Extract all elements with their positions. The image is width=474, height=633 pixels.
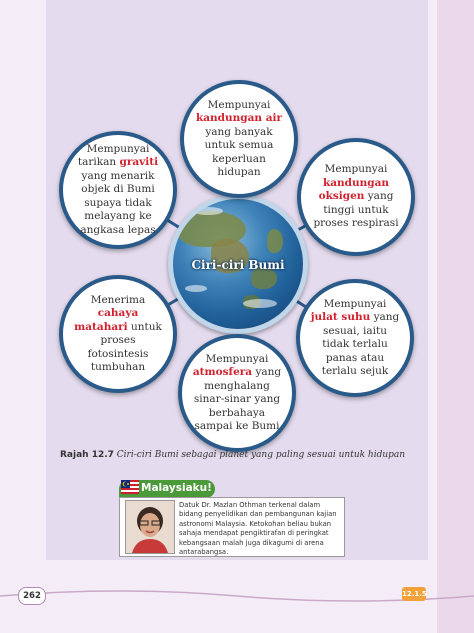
bubble-keyword: julat suhu: [310, 311, 371, 323]
bubble-text: yang sesuai, iaitu tidak terlalu panas atau terlalu sejuk: [321, 311, 400, 377]
cloud-shape: [185, 285, 207, 292]
bubble-keyword: cahaya matahari: [74, 307, 139, 333]
bubble-keyword: kandungan air: [195, 112, 283, 124]
figure-caption-text: Ciri-ciri Bumi sebagai planet yang paling sesuai untuk hidupan: [116, 450, 406, 460]
figure-caption: [60, 450, 420, 460]
portrait-photo: [125, 500, 175, 554]
bubble-text: Mempunyai: [323, 297, 387, 310]
earth-globe: [168, 194, 308, 334]
bubble-text: untuk proses fotosintesis tumbuhan: [87, 320, 162, 373]
bubble-text: Mempunyai: [207, 98, 271, 111]
bubble-keyword: atmosfera: [192, 366, 253, 378]
bubble-atmosphere: [178, 334, 296, 452]
globe-title: Ciri-ciri Bumi: [191, 258, 285, 272]
bubble-keyword: graviti: [119, 156, 159, 169]
malaysia-flag-icon: [121, 480, 139, 494]
malaysiaku-text: Datuk Dr. Mazlan Othman terkenal dalam bidang penyelidikan dan pembangunan kajian astronomi Malaysia. Ketokohan beliau bukan sahaja mendapat pengiktirafan di peringkat kebangsaan malah juga dikagumi di arena antarabangsa.: [179, 501, 337, 557]
continent-shape: [267, 229, 283, 253]
portrait-image: [126, 501, 174, 553]
bubble-text: yang banyak untuk semua keperluan hidupan: [204, 125, 274, 178]
cloud-shape: [243, 299, 277, 308]
bubble-text: Mempunyai tarikan: [77, 142, 150, 169]
bubble-gravity: [59, 131, 177, 249]
bubble-temperature: [296, 279, 414, 397]
bubble-text: yang menarik objek di Bumi supaya tidak melayang ke angkasa lepas: [80, 169, 156, 236]
bubble-oxygen: [297, 138, 415, 256]
figure-number: Rajah 12.7: [60, 450, 114, 460]
earth-image: [173, 199, 303, 329]
bubble-text: Mempunyai: [324, 163, 388, 176]
cloud-shape: [193, 207, 223, 215]
malaysiaku-title: Malaysiaku!: [141, 482, 212, 494]
bubble-text: yang menghalang sinar-sinar yang berbahaya sampai ke Bumi: [193, 366, 282, 432]
page-number: 262: [18, 587, 46, 605]
bubble-text: Mempunyai: [205, 352, 269, 365]
bubble-water: [180, 80, 298, 198]
bubble-keyword: kandungan oksigen: [318, 176, 390, 203]
bubble-text: Menerima: [90, 293, 146, 306]
bubble-text: yang tinggi untuk proses respirasi: [313, 190, 399, 230]
bubble-sunlight: [59, 275, 177, 393]
section-badge: 12.1.5: [402, 587, 426, 601]
